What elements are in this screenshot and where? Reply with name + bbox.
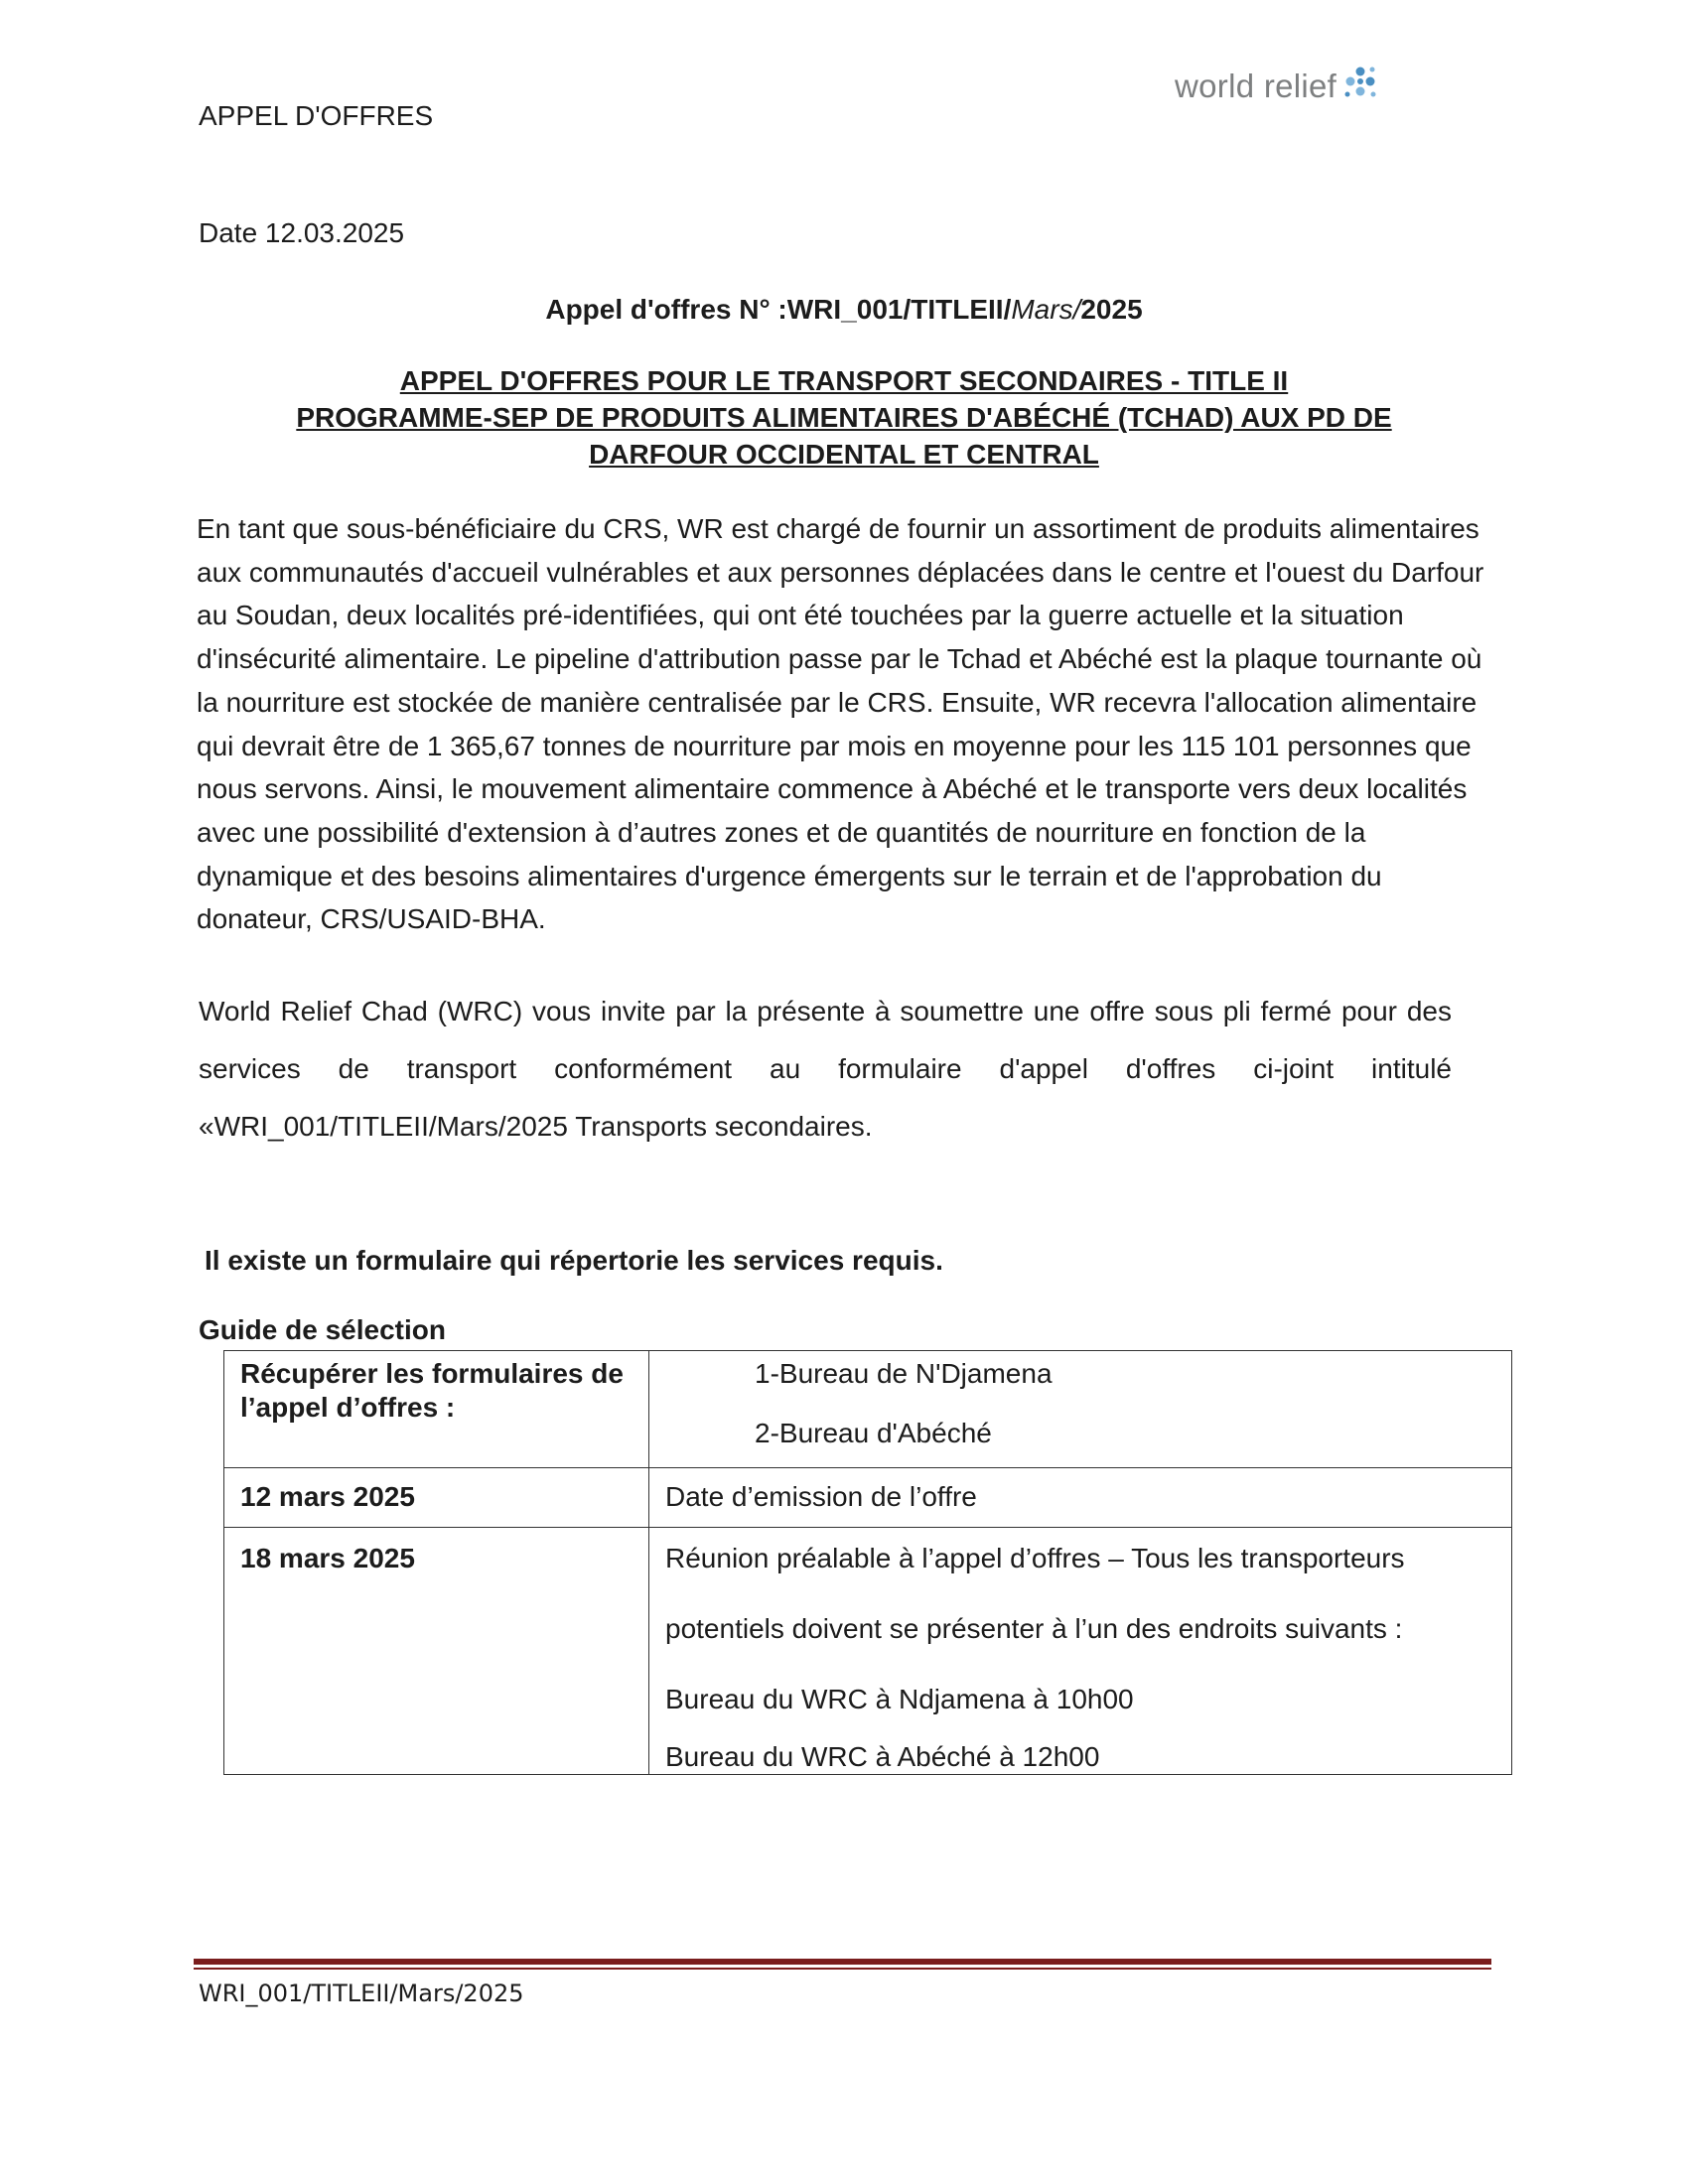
reference-year: 2025 [1080, 294, 1143, 325]
cell-text: Récupérer les formulaires de l’appel d’offres : [240, 1358, 624, 1423]
title-line-1: APPEL D'OFFRES POUR LE TRANSPORT SECONDAIRES - TITLE II [399, 365, 1289, 396]
table-row [224, 1528, 1512, 1775]
footer-rule [194, 1959, 1491, 1965]
logo-text: world relief [1175, 68, 1337, 104]
title-line-2: PROGRAMME-SEP DE PRODUITS ALIMENTAIRES D'ABÉCHÉ (TCHAD) AUX PD DE [296, 402, 1392, 433]
table-row [224, 1468, 1512, 1528]
cell-text: 12 mars 2025 [240, 1481, 415, 1512]
table-cell [224, 1528, 649, 1775]
cell-text: 18 mars 2025 [240, 1543, 415, 1573]
cell-text: 2-Bureau d'Abéché [755, 1418, 992, 1448]
footer-rule-thin [194, 1968, 1491, 1970]
services-form-note: Il existe un formulaire qui répertorie les services requis. [205, 1245, 943, 1276]
logo-mark-icon [1338, 62, 1382, 105]
reference-month: Mars/ [1011, 294, 1081, 325]
reference-number [0, 293, 1688, 327]
cell-text: potentiels doivent se présenter à l’un des endroits suivants : [665, 1613, 1403, 1644]
table-cell [649, 1468, 1512, 1528]
date-line: Date 12.03.2025 [199, 217, 405, 248]
table-cell [649, 1528, 1512, 1775]
selection-guide-table [223, 1350, 1512, 1775]
world-relief-logo [1175, 68, 1382, 105]
title-line-3: DARFOUR OCCIDENTAL ET CENTRAL [589, 439, 1099, 470]
table-cell [649, 1351, 1512, 1468]
invitation-paragraph: World Relief Chad (WRC) vous invite par la présente à soumettre une offre sous pli fermé pour des services de transport conformément au formulaire d'appel d'offres ci-joint intitulé «WRI_001/TITLEII/Mars/2025 Transports secondaires. [199, 996, 1452, 1142]
cell-text: Bureau du WRC à Ndjamena à 10h00 [665, 1684, 1134, 1714]
header-label: APPEL D'OFFRES [199, 100, 434, 131]
reference-prefix: Appel d'offres N° :WRI_001/TITLEII/ [545, 294, 1012, 325]
cell-text: Date d’emission de l’offre [665, 1481, 977, 1512]
cell-text: Bureau du WRC à Abéché à 12h00 [665, 1741, 1100, 1772]
table-row [224, 1351, 1512, 1468]
table-cell [224, 1468, 649, 1528]
footer-reference: WRI_001/TITLEII/Mars/2025 [199, 1979, 524, 2007]
guide-heading: Guide de sélection [199, 1314, 446, 1345]
cell-text: Réunion préalable à l’appel d’offres – Tous les transporteurs [665, 1543, 1405, 1573]
table-cell [224, 1351, 649, 1468]
intro-paragraph: En tant que sous-bénéficiaire du CRS, WR est chargé de fournir un assortiment de produits alimentaires aux communautés d'accueil vulnérables et aux personnes déplacées dans le centre et l'ouest du Darfour au Soudan, deux localités pré-identifiées, qui ont été touchées par la guerre actuelle et la situation d'insécurité alimentaire. Le pipeline d'attribution passe par le Tchad et Abéché est la plaque tournante où la nourriture est stockée de manière centralisée par le CRS. Ensuite, WR recevra l'allocation alimentaire qui devrait être de 1 365,67 tonnes de nourriture par mois en moyenne pour les 115 101 personnes que nous servons. Ainsi, le mouvement alimentaire commence à Abéché et le transporte vers deux localités avec une possibilité d'extension à d’autres zones et de quantités de nourriture en fonction de la dynamique et des besoins alimentaires d'urgence émergents sur le terrain et de l'approbation du donateur, CRS/USAID-BHA. [197, 513, 1484, 935]
cell-text: 1-Bureau de N'Djamena [755, 1358, 1053, 1389]
document-title [228, 362, 1460, 473]
